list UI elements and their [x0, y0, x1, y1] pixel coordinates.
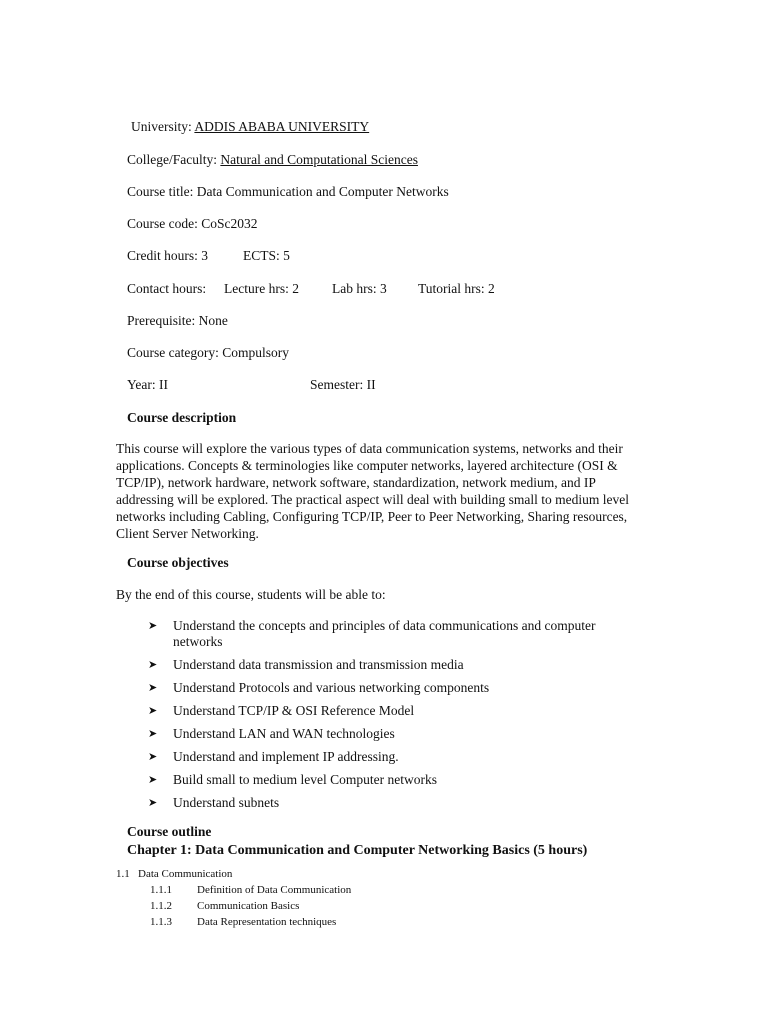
prerequisite: Prerequisite: None — [127, 313, 228, 328]
course-code-value: CoSc2032 — [201, 216, 258, 231]
contact-hours-label: Contact hours: — [127, 281, 207, 296]
year: Year: II — [127, 377, 168, 392]
objectives-intro: By the end of this course, students will be able to: — [116, 587, 386, 602]
objective-text: Understand subnets — [173, 795, 280, 810]
course-objectives-heading: Course objectives — [127, 555, 229, 570]
course-description-text: This course will explore the various types of data communication systems, networks and their applications. Concepts & terminologies like computer networks, layered architecture (OSI & TCP/IP), network hardware, network software, standardization, network medium, and IP addressing will be explored. The practical aspect will deal with building small to medium level networks including Cabling, Configuring TCP/IP, Peer to Peer Networking, Sharing resources, Client Server Networking. — [116, 441, 629, 541]
lecture-hrs: Lecture hrs: 2 — [224, 281, 299, 296]
objective-text: Understand TCP/IP & OSI Reference Model — [173, 703, 415, 718]
subsection-title: Data Representation techniques — [197, 916, 337, 928]
list-item — [148, 726, 648, 742]
ects: ECTS: 5 — [243, 248, 290, 263]
university-line — [131, 119, 369, 135]
arrow-bullet-icon: ➤ — [148, 773, 158, 786]
section-number: 1.1 — [116, 868, 130, 880]
university-value: ADDIS ABABA UNIVERSITY — [194, 119, 370, 134]
semester: Semester: II — [310, 377, 376, 392]
course-description-heading: Course description — [127, 410, 237, 425]
credit-hours: Credit hours: 3 — [127, 248, 208, 263]
lab-hrs: Lab hrs: 3 — [332, 281, 387, 296]
list-item — [148, 618, 648, 650]
arrow-bullet-icon: ➤ — [148, 750, 158, 763]
tutorial-hrs: Tutorial hrs: 2 — [418, 281, 495, 296]
objective-text: Understand Protocols and various networking components — [173, 680, 490, 695]
list-item — [148, 795, 648, 811]
list-item — [148, 703, 648, 719]
objective-text: Understand the concepts and principles of data communications and computer networks — [173, 618, 596, 649]
list-item — [148, 749, 648, 765]
college-label: College/Faculty: — [127, 152, 217, 167]
list-item — [148, 657, 648, 673]
university-label: University: — [131, 119, 192, 134]
list-item — [148, 772, 648, 788]
subsection-number: 1.1.2 — [150, 900, 172, 912]
course-title-label: Course title: — [127, 184, 194, 199]
arrow-bullet-icon: ➤ — [148, 796, 158, 809]
subsection-number: 1.1.3 — [150, 916, 172, 928]
arrow-bullet-icon: ➤ — [148, 658, 158, 671]
objective-text: Understand LAN and WAN technologies — [173, 726, 395, 741]
arrow-bullet-icon: ➤ — [148, 681, 158, 694]
course-outline-heading: Course outline — [127, 824, 212, 839]
college-line — [127, 152, 418, 168]
list-item — [148, 680, 648, 696]
course-code-label: Course code: — [127, 216, 198, 231]
objective-text: Understand and implement IP addressing. — [173, 749, 399, 764]
arrow-bullet-icon: ➤ — [148, 704, 158, 717]
section-title: Data Communication — [138, 868, 233, 880]
college-value: Natural and Computational Sciences — [220, 152, 418, 167]
subsection-title: Definition of Data Communication — [197, 884, 352, 896]
objectives-list — [148, 618, 648, 818]
course-title-line — [127, 184, 449, 200]
course-code-line — [127, 216, 258, 232]
course-title-value: Data Communication and Computer Networks — [196, 184, 449, 199]
subsection-number: 1.1.1 — [150, 884, 172, 896]
course-category: Course category: Compulsory — [127, 345, 289, 360]
objective-text: Understand data transmission and transmission media — [173, 657, 464, 672]
arrow-bullet-icon: ➤ — [148, 619, 158, 632]
arrow-bullet-icon: ➤ — [148, 727, 158, 740]
objective-text: Build small to medium level Computer networks — [173, 772, 437, 787]
chapter-1-heading: Chapter 1: Data Communication and Computer Networking Basics (5 hours) — [127, 843, 588, 858]
subsection-title: Communication Basics — [197, 900, 300, 912]
